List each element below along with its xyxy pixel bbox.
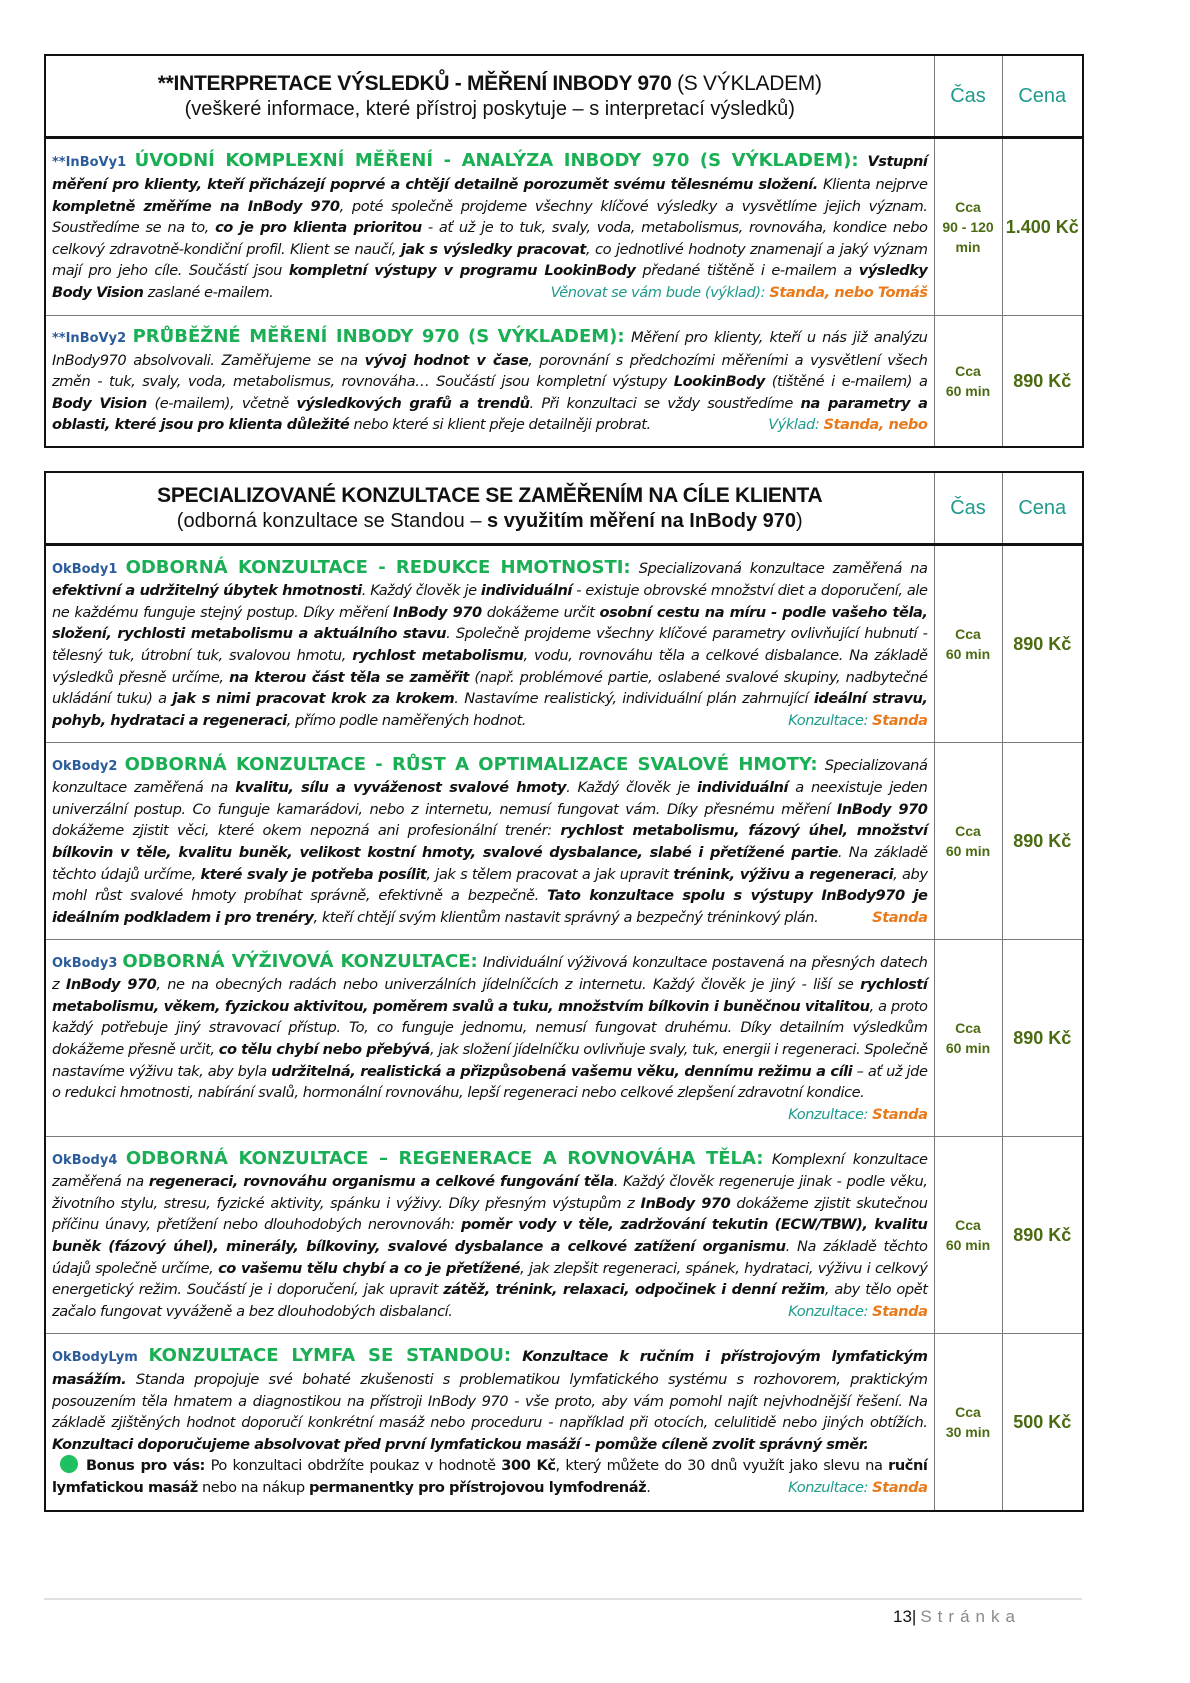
service-title: ODBORNÁ KONZULTACE - REDUKCE HMOTNOSTI: [125, 556, 631, 578]
consultant-label: Věnovat se vám bude (výklad): [550, 283, 770, 301]
emphasis-text: permanentky pro přístrojovou lymfodrenáž [308, 1478, 647, 1496]
emphasis-text: rychlost metabolismu, fázový úhel, množství bílkovin v těle, kvalitu buněk, velikost kostní hmoty, svalové dysbalance, slabé i přetížené partie [52, 822, 928, 861]
emphasis-text: 300 Kč [501, 1457, 556, 1475]
footer-divider [44, 1598, 1082, 1600]
section-header [45, 55, 934, 138]
service-text [52, 757, 928, 926]
emphasis-text: udržitelná, realistická a přizpůsobená vašemu věku, dennímu režimu a cíli [271, 1062, 853, 1080]
emphasis-text: na parametry a oblasti, které jsou pro klienta důležité [52, 394, 928, 434]
service-duration [934, 743, 1002, 940]
emphasis-text: ruční lymfatickou masáž [52, 1457, 928, 1496]
service-duration [934, 545, 1002, 743]
emphasis-text: výsledkových grafů a trendů [296, 394, 530, 412]
service-price: 890 Kč [1002, 1137, 1083, 1334]
service-description [45, 1334, 934, 1512]
body-text: , co jednotlivé hodnoty znamenají a jaký význam mají pro jeho cíle. Součástí jsou [52, 240, 928, 280]
emphasis-text: efektivní a udržitelný úbytek hmotnosti [52, 582, 362, 600]
emphasis-text: InBody 970 [392, 603, 482, 621]
emphasis-text: individuální [480, 582, 572, 600]
body-text: , vodu, rovnováhu těla a celkové disbalance. Na základě výsledků přesně určíme, [52, 647, 928, 686]
service-description [45, 545, 934, 743]
emphasis-text: InBody 970 [65, 976, 157, 994]
duration-prefix: Cca [955, 1020, 981, 1036]
consultant-label: Konzultace: [788, 1302, 873, 1320]
consultant-signature [788, 1301, 927, 1323]
emphasis-text: Tato konzultace spolu s výstupy InBody970 je ideálním podkladem i pro trenéry [52, 887, 928, 926]
body-text: předané tištěně i e-mailem a [635, 262, 859, 280]
consultant-signature [551, 282, 928, 304]
body-text: Standa propojuje své bohaté zkušenosti s problematikou lymfatického systému s rozhovorem, praktickým posouzením těla hmatem a diagnostikou na přístroji InBody 970 - vše proto, aby vám pomohl najít nejvhodnější řešení. Na základě zjištěných hodnot doporučí konkrétní masáž nebo proceduru - například při otocích, celulitidě nebo jiných obtížích. [52, 1371, 928, 1432]
consultant-signature [872, 907, 927, 929]
body-text: , ne na obecných radách nebo univerzálních jídelníčcích z internetu. Každý člověk je jiný - liší se [156, 976, 861, 994]
service-duration [934, 138, 1002, 316]
service-row [45, 316, 1083, 448]
service-code: OkBodyLym [52, 1350, 138, 1366]
duration-prefix: Cca [955, 823, 981, 839]
column-header-time: Čas [934, 55, 1002, 138]
consultant-signature [768, 414, 927, 436]
emphasis-text: co je pro klienta prioritou [215, 219, 422, 237]
service-price: 890 Kč [1002, 316, 1083, 448]
duration-value: 60 min [945, 383, 991, 399]
section-title: **INTERPRETACE VÝSLEDKŮ - MĚŘENÍ INBODY 970 [157, 71, 672, 95]
body-text: - existuje obrovské množství diet a doporučení, ale ne každému funguje stejný postup. Díky měření [52, 582, 928, 621]
body-text: dokážeme určit [481, 603, 600, 621]
service-description [45, 940, 934, 1137]
body-text: Měření pro klienty, kteří u nás již analýzu InBody970 absolvovali. Zaměřujeme se na [52, 329, 928, 369]
service-code: OkBody2 [52, 758, 118, 774]
body-text: , aby mohl růst svalové hmoty probíhat správně, efektivně a bezpečně. [52, 865, 928, 905]
body-text: , jak zlepšit regeneraci, spánek, hydrataci, výživu i celkový energetický režim. Součástí je i doporučení, jak upravit [52, 1259, 928, 1299]
body-text: - ať už je to tuk, svaly, voda, metabolismus, rovnováha, kondice nebo celkový zdravotně-kondiční profil. Klient se naučí, [52, 219, 928, 258]
service-row [45, 138, 1083, 316]
body-text: , kteří chtějí svým klientům nastavit správný a bezpečný tréninkový plán. [313, 908, 819, 926]
service-title: ÚVODNÍ KOMPLEXNÍ MĚŘENÍ - ANALÝZA INBODY 970 (S VÝKLADEM): [134, 150, 859, 172]
body-text: (e-mailem), včetně [146, 394, 297, 412]
body-text: nebo které si klient přeje detailněji probrat. [349, 416, 651, 434]
body-text: zaslané e-mailem. [143, 283, 274, 301]
service-price: 890 Kč [1002, 545, 1083, 743]
service-code: OkBody3 [52, 955, 118, 971]
emphasis-text: Body Vision [52, 394, 147, 412]
body-text: , přímo podle naměřených hodnot. [286, 711, 526, 729]
body-text: – ať už jde o redukci hmotnosti, nabírání svalů, hormonální rovnováhu, lepší regeneraci nebo celkové zlepšení zdravotní kondice. [52, 1062, 928, 1102]
service-row [45, 1334, 1083, 1512]
service-description [45, 743, 934, 940]
emphasis-text: kompletní výstupy v programu LookinBody [288, 262, 636, 280]
consultant-signature [788, 710, 927, 732]
section-title-suffix: (S VÝKLADEM) [671, 71, 822, 95]
section-title: SPECIALIZOVANÉ KONZULTACE SE ZAMĚŘENÍM NA CÍLE KLIENTA [157, 483, 823, 507]
body-text: (např. problémové partie, oslabené svalové skupiny, nadbytečné ukládání tuku) a [52, 668, 928, 708]
emphasis-text: zátěž, trénink, relaxaci, odpočinek i denní režim [443, 1281, 825, 1299]
service-description [45, 316, 934, 448]
duration-value: 60 min [945, 1237, 991, 1253]
column-header-time: Čas [934, 472, 1002, 545]
body-text: Komplexní konzultace zaměřená na [52, 1150, 928, 1191]
service-text [52, 1151, 928, 1320]
consultant-name: Standa [872, 1478, 928, 1496]
consultant-name: Standa, nebo [823, 416, 928, 434]
column-header-price: Cena [1002, 472, 1083, 545]
emphasis-text: jak s výsledky pracovat [400, 240, 586, 258]
duration-value: 60 min [945, 843, 991, 859]
service-code: **InBoVy2 [52, 331, 127, 347]
service-code: OkBody4 [52, 1152, 118, 1168]
body-text: , aby tělo opět začalo fungovat vyváženě a bez dlouhodobých disbalancí. [52, 1281, 928, 1320]
body-text: . [646, 1478, 651, 1496]
emphasis-text: individuální [696, 779, 789, 797]
service-title: ODBORNÁ KONZULTACE – REGENERACE A ROVNOVÁHA TĚLA: [125, 1147, 764, 1169]
section-interpretace-table [44, 54, 1084, 448]
body-text: . Každý člověk je [566, 779, 697, 797]
service-row [45, 940, 1083, 1137]
consultant-label: Výklad: [768, 416, 824, 434]
service-price: 890 Kč [1002, 940, 1083, 1137]
service-text [52, 954, 928, 1102]
emphasis-text: InBody 970 [836, 800, 928, 818]
body-text: , porovnání s předchozími měřeními a vysvětlení všech změn - tuk, svaly, voda, metabolismus, rovnováha… Součástí jsou kompletní výstupy [52, 351, 928, 391]
duration-prefix: Cca [955, 626, 981, 642]
emphasis-text: výsledky Body Vision [52, 262, 928, 301]
body-text: dokážeme zjistit skutečnou příčinu únavy, přetížení nebo dlouhodobých nerovnováh: [52, 1194, 928, 1234]
consultant-name: Standa [872, 1105, 928, 1123]
section-subtitle-bold: s využitím měření na InBody 970 [487, 509, 797, 532]
body-text: , který můžete do 30 dnů využít jako slevu na [555, 1457, 889, 1475]
body-text: . Nastavíme realistický, individuální plán zahrnující [454, 690, 814, 708]
body-text: Po konzultaci obdržíte poukaz v hodnotě [204, 1457, 502, 1475]
service-title: ODBORNÁ KONZULTACE - RŮST A OPTIMALIZACE SVALOVÉ HMOTY: [124, 753, 818, 775]
service-code: OkBody1 [52, 561, 118, 577]
body-text: , jak s tělem pracovat a jak upravit [426, 865, 674, 883]
body-text: . Každý člověk regeneruje jinak - podle věku, životního stylu, stresu, fyzické aktivity, spánku i výživy. Díky přesným výstupům z [52, 1173, 928, 1212]
section-subtitle: (veškeré informace, které přístroj poskytuje – s interpretací výsledků) [184, 97, 795, 120]
emphasis-text: vývoj hodnot v čase [364, 351, 529, 369]
emphasis-text: kvalitu, sílu a vyváženost svalové hmoty [235, 779, 567, 797]
duration-value: 30 min [945, 1424, 991, 1440]
service-text [52, 560, 928, 729]
consultant-name: Standa [872, 1302, 928, 1320]
service-row [45, 743, 1083, 940]
bonus-note [52, 1455, 928, 1498]
service-duration [934, 1334, 1002, 1512]
body-text: Klienta nejprve [817, 176, 928, 194]
duration-prefix: Cca [955, 363, 981, 379]
service-description [45, 1137, 934, 1334]
emphasis-text: trénink, výživu a regeneraci [673, 865, 894, 883]
body-text: Individuální výživová konzultace postavená na přesných datech z [52, 953, 928, 994]
body-text: , jak složení jídelníčku ovlivňuje svaly, tuk, energii i regeneraci. Společně nastavíme výživu tak, aby byla [52, 1041, 928, 1080]
column-header-price: Cena [1002, 55, 1083, 138]
service-title: ODBORNÁ VÝŽIVOVÁ KONZULTACE: [122, 950, 478, 972]
body-text: . Při konzultaci se vždy soustředíme [529, 394, 801, 412]
body-text: nebo na nákup [197, 1478, 309, 1496]
service-price: 890 Kč [1002, 743, 1083, 940]
emphasis-text: Konzultaci doporučujeme absolvovat před první lymfatickou masáží - pomůže cíleně zvolit správný směr. [52, 1435, 869, 1453]
emphasis-text: jak s nimi pracovat krok za krokem [172, 690, 455, 708]
emphasis-text: Vstupní měření pro klienty, kteří přicházejí poprvé a chtějí detailně porozumět svému tělesnému složení. [52, 153, 928, 194]
body-text: . Společně projdeme všechny klíčové parametry ovlivňující hubnutí - tělesný tuk, útrobní tuk, svalovou hmotu, [52, 625, 928, 664]
footer-separator: | [911, 1607, 917, 1626]
duration-prefix: Cca [955, 199, 981, 215]
section-header [45, 472, 934, 545]
section-subtitle-end: ) [796, 509, 803, 532]
body-text: (tištěné i e-mailem) a [764, 373, 928, 391]
body-text: . Na základě těchto údajů společně určíme, [52, 1238, 928, 1277]
emphasis-text: regeneraci, rovnováhu organismu a celkové fungování těla [148, 1173, 614, 1191]
section-subtitle: (odborná konzultace se Standou – [176, 509, 488, 532]
consultant-label: Konzultace: [788, 1105, 873, 1123]
consultant-label: Konzultace: [788, 711, 873, 729]
body-text: a neexistuje jeden univerzální postup. Co funguje kamarádovi, nebo z internetu, nemusí fungovat vám. Díky přesnému měření [52, 779, 928, 818]
emphasis-text: na kterou část těla se zaměřit [229, 668, 469, 686]
page-footer [893, 1607, 1021, 1627]
service-row [45, 545, 1083, 743]
duration-value: 60 min [945, 1040, 991, 1056]
service-code: **InBoVy1 [52, 155, 127, 171]
emphasis-text: rychlostí metabolismu, věkem, fyzickou aktivitou, poměrem svalů a tuku, množstvím bílkovin i buněčnou vitalitou [52, 976, 928, 1015]
duration-value: 90 - 120 [942, 219, 994, 235]
service-duration [934, 940, 1002, 1137]
service-row [45, 1137, 1083, 1334]
page-word: Stránka [920, 1607, 1021, 1626]
service-duration [934, 1137, 1002, 1334]
duration-prefix: Cca [955, 1217, 981, 1233]
body-text: . Na základě těchto údajů určíme, [52, 844, 928, 883]
section-konzultace-table [44, 471, 1084, 1512]
service-text [52, 153, 928, 301]
page-number: 13 [893, 1607, 912, 1626]
duration-value: 60 min [945, 646, 991, 662]
emphasis-text: poměr vody v těle, zadržování tekutin (ECW/TBW), kvalitu buněk (fázový úhel), minerály, bílkoviny, svalové dysbalance a celkové zatížení organismu [52, 1216, 928, 1255]
emphasis-text: které svaly je potřeba posílit [200, 865, 427, 883]
body-text: Specializovaná konzultace zaměřená na [52, 756, 928, 797]
emphasis-text: Konzultace k ručním i přístrojovým lymfatickým masážím. [52, 1348, 928, 1389]
consultant-label: Konzultace: [788, 1478, 873, 1496]
emphasis-text: co tělu chybí nebo přebývá [218, 1041, 430, 1058]
emphasis-text: InBody 970 [640, 1194, 731, 1212]
service-price: 500 Kč [1002, 1334, 1083, 1512]
emphasis-text: osobní cestu na míru - podle vašeho těla, složení, rychlosti metabolismu a aktuálního stavu [52, 603, 928, 643]
emphasis-text: kompletně změříme na InBody 970 [52, 197, 340, 215]
body-text: , poté společně projdeme všechny klíčové výsledky a vysvětlíme jejich význam. Soustředíme se na to, [52, 197, 928, 237]
service-price: 1.400 Kč [1002, 138, 1083, 316]
consultant-name: Standa [872, 908, 928, 926]
emphasis-text: rychlost metabolismu [352, 647, 524, 664]
service-title: PRŮBĚŽNÉ MĚŘENÍ INBODY 970 (S VÝKLADEM): [132, 326, 625, 348]
consultant-name: Standa [872, 711, 928, 729]
body-text: dokážeme zjistit věci, které okem nepozná ani profesionální trenér: [52, 822, 561, 840]
emphasis-text: LookinBody [673, 373, 765, 391]
duration-unit: min [955, 239, 981, 255]
consultant-signature [788, 1477, 927, 1499]
consultant-signature [788, 1104, 927, 1126]
emphasis-text: Bonus pro vás: [86, 1457, 205, 1475]
duration-prefix: Cca [955, 1404, 981, 1420]
emphasis-text: ideální stravu, pohyb, hydrataci a regeneraci [52, 690, 928, 729]
service-description [45, 138, 934, 316]
body-text: . Každý člověk je [361, 582, 481, 600]
body-text: , a proto každý potřebuje jiný stravovací přístup. To, co funguje jednomu, nemusí fungovat druhému. Díky detailním výsledkům dokážeme přesně určit, [52, 997, 928, 1058]
emphasis-text: co vašemu tělu chybí a co je přetížené [218, 1259, 521, 1277]
consultant-name: Standa, nebo Tomáš [769, 283, 928, 301]
service-title: KONZULTACE LYMFA SE STANDOU: [148, 1345, 512, 1367]
service-duration [934, 316, 1002, 448]
green-dot-icon [60, 1455, 78, 1473]
body-text: Specializovaná konzultace zaměřená na [630, 559, 928, 577]
